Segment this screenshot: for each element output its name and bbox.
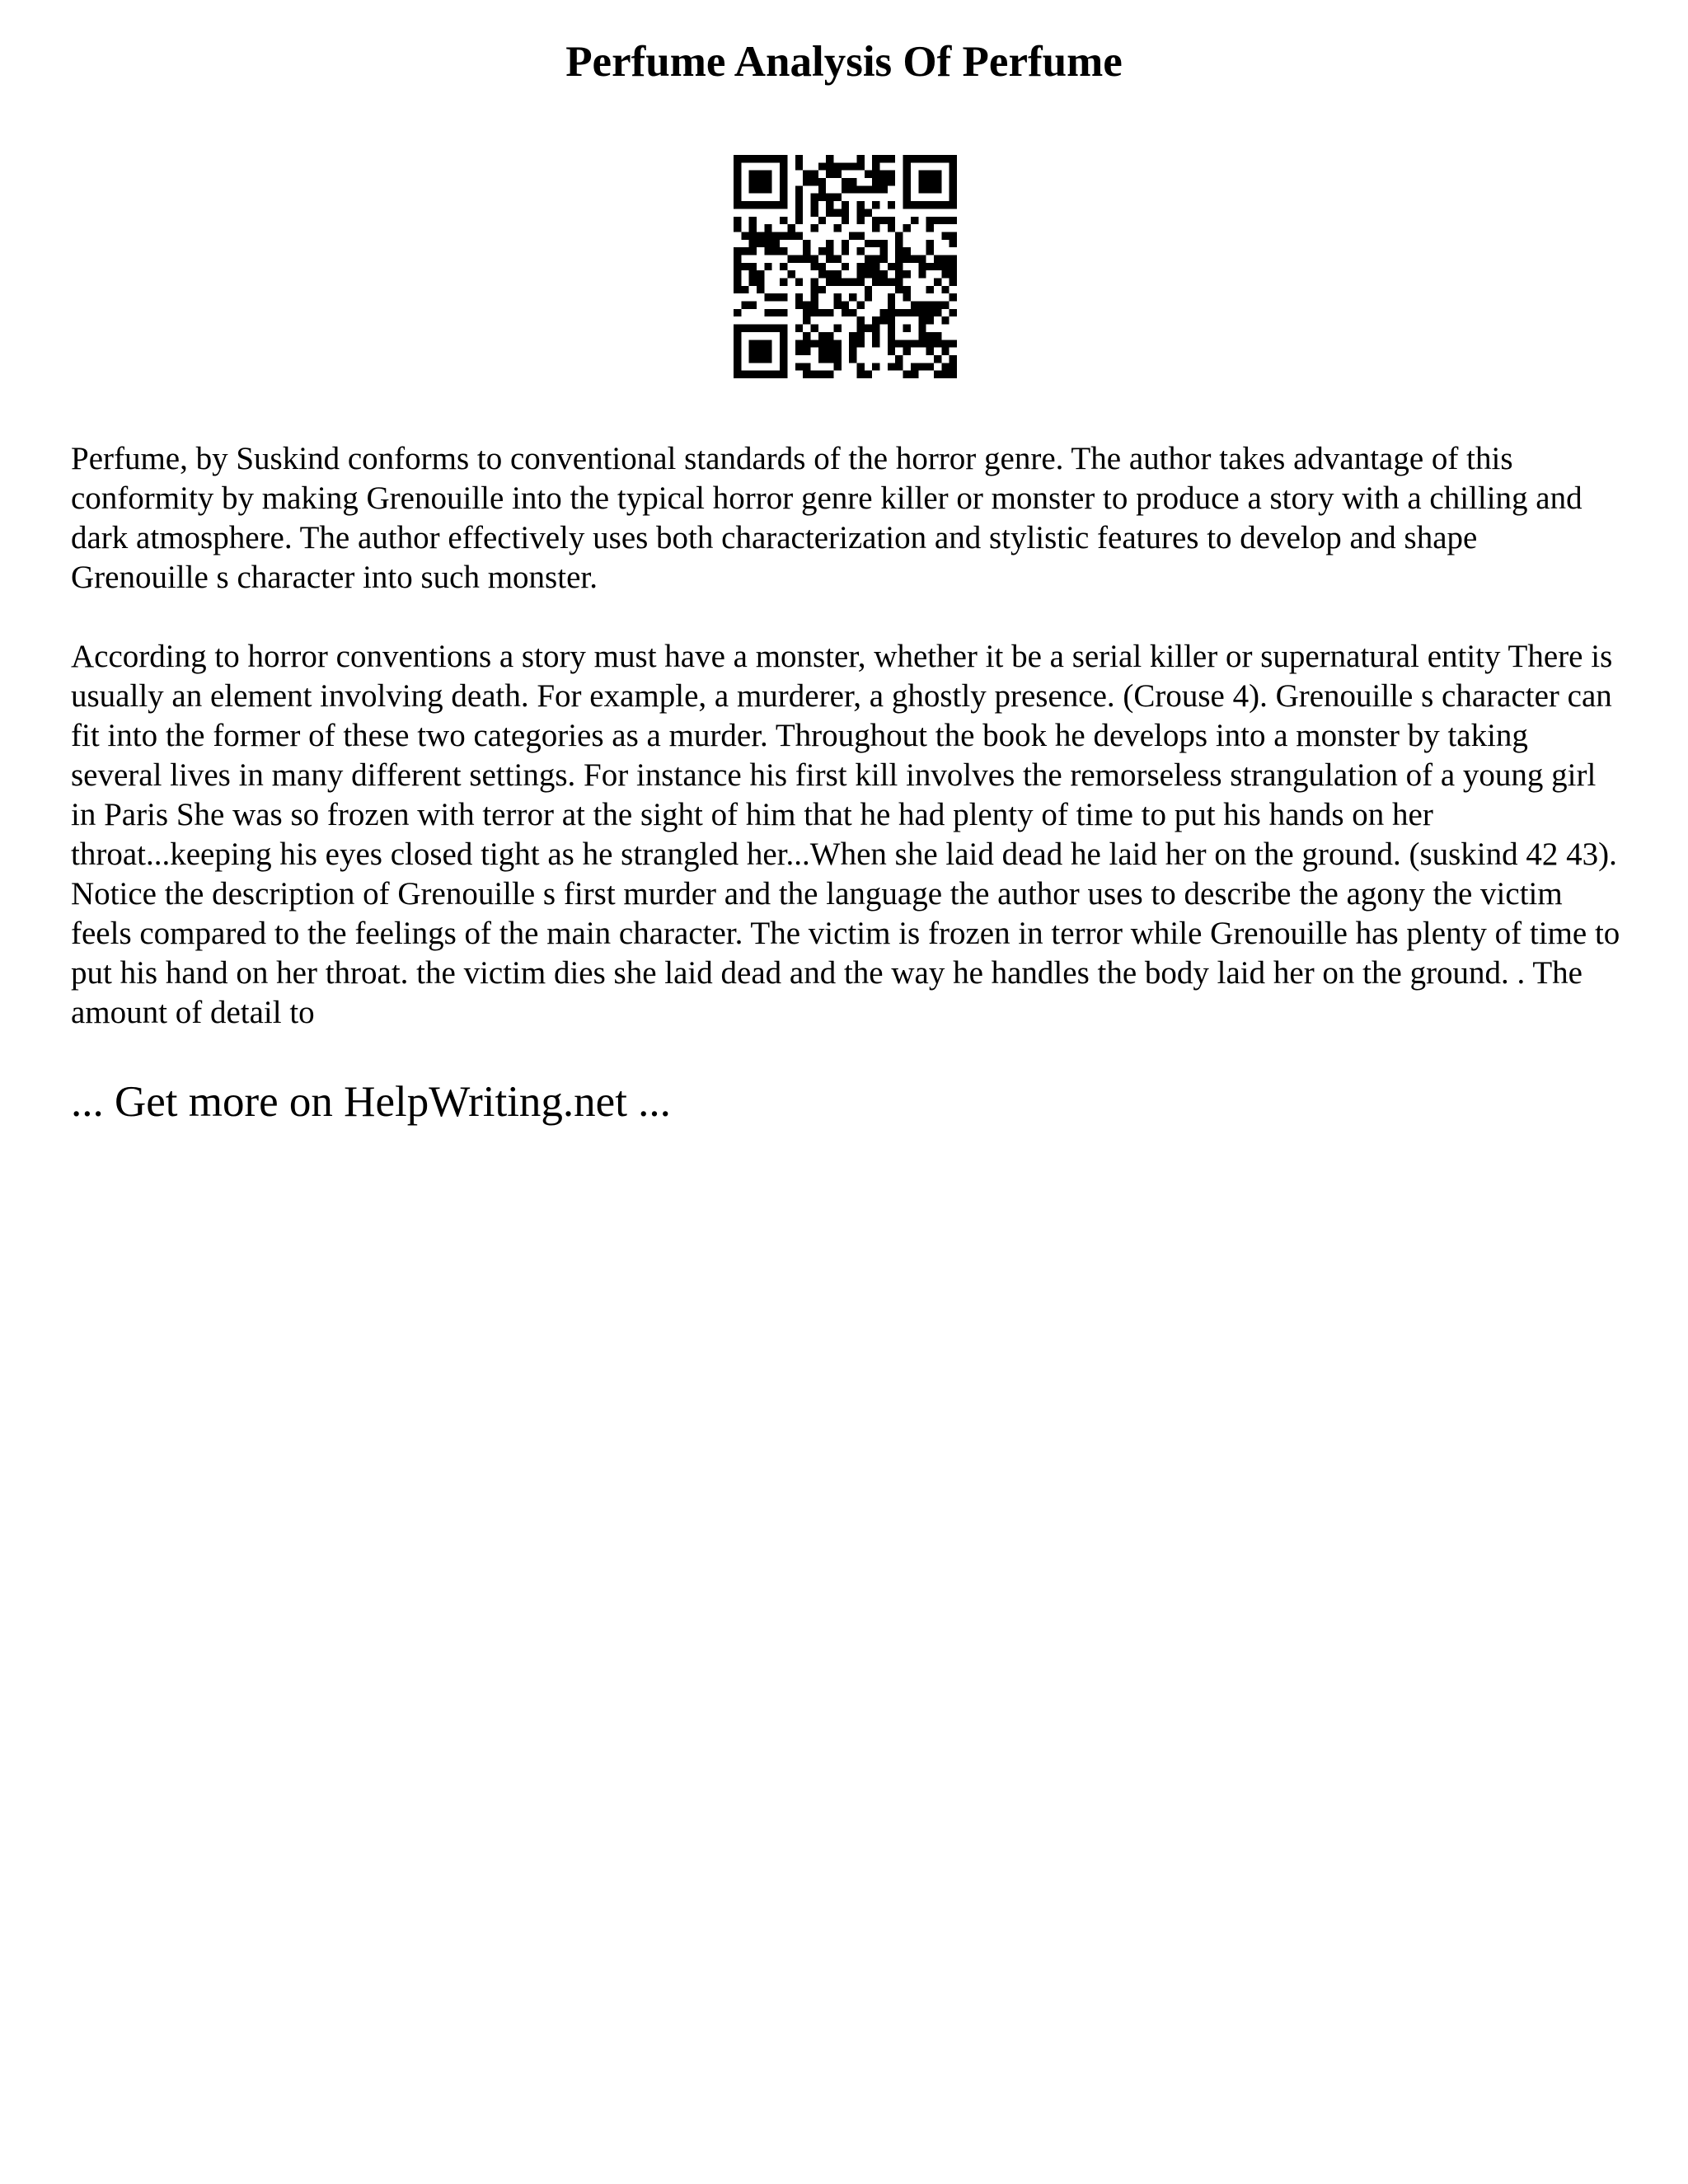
document-title: Perfume Analysis Of Perfume [565,38,1123,86]
paragraph-body: According to horror conventions a story must have a monster, whether it be a serial killer or supernatural entity There is usually an element involving death. For example, a murderer, a ghostly presence. (Crouse 4). Grenouille s character can fit into the former of these two categories as a murder. Throughout the book he develops into a monster by taking several lives in many different settings. For instance his first kill involves the remorseless strangulation of a young girl in Paris She was so frozen with terror at the sight of him that he had plenty of time to put his hands on her throat...keeping his eyes closed tight as he strangled her...When she laid dead he laid her on the ground. (suskind 42 43). Notice the description of Grenouille s first murder and the language the author uses to describe the agony the victim feels compared to the feelings of the main character. The victim is frozen in terror while Grenouille has plenty of time to put his hand on her throat. the victim dies she laid dead and the way he handles the body laid her on the ground. . The amount of detail to [71,639,1620,1030]
qr-code-image [734,155,957,378]
get-more-link[interactable]: ... Get more on HelpWriting.net ... [71,1078,671,1126]
paragraph-intro: Perfume, by Suskind conforms to conventional standards of the horror genre. The author takes advantage of this conformity by making Grenouille into the typical horror genre killer or monster to produce a story with a chilling and dark atmosphere. The author effectively uses both characterization and stylistic features to develop and shape Grenouille s character into such monster. [71,441,1582,595]
